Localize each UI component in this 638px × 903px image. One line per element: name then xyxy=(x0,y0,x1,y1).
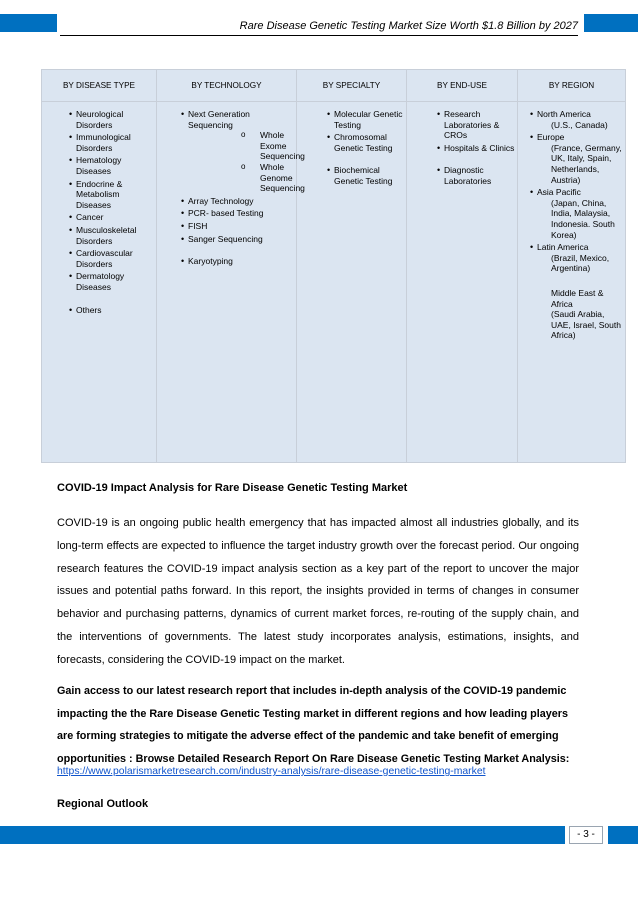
page-number: - 3 - xyxy=(569,826,603,844)
list-item: • Endocrine & Metabolism Diseases xyxy=(44,179,154,211)
region-name: North America xyxy=(537,109,591,119)
region-name: Middle East & Africa xyxy=(551,287,604,309)
region-detail: (France, Germany, UK, Italy, Spain, Netherlands, Austria) xyxy=(551,142,622,185)
column-header-technology: BY TECHNOLOGY xyxy=(157,70,297,102)
region-name: Europe xyxy=(537,132,565,143)
list-item: • Chromosomal Genetic Testing xyxy=(299,132,404,153)
column-header-end-use: BY END-USE xyxy=(407,70,518,102)
sub-list-item: o Whole Genome Sequencing xyxy=(238,162,294,194)
list-item xyxy=(520,242,623,274)
covid-paragraph: COVID-19 is an ongoing public health emergency that has impacted almost all industries globally, and its long-term effects are expected to influence the target industry growth over the forecast period. Our ongoing research features the COVID-19 impact analysis section as a key part of the report to uncover the major issues and potential paths forward. In this report, the insights provided in terms of changes in consumer behavior and purchasing patterns, dynamics of current market forces, re-routing of the supply chain, and the interventions of governments. The latest study incorporates analysis, estimations, insights, and forecasts, considering the COVID-19 impact on the market. xyxy=(57,517,579,666)
sub-list-item: o Whole Exome Sequencing xyxy=(238,130,294,162)
specialty-cell xyxy=(297,102,407,463)
list-item: • Cardiovascular Disorders xyxy=(44,248,154,269)
footer-accent-bar-left xyxy=(0,826,565,844)
list-item: • Biochemical Genetic Testing xyxy=(299,165,404,186)
column-header-specialty: BY SPECIALTY xyxy=(297,70,407,102)
ngs-label: Next Generation Sequencing xyxy=(188,109,250,130)
header-accent-bar-left xyxy=(0,14,57,32)
header-accent-bar-right xyxy=(584,14,638,32)
list-item: • Sanger Sequencing xyxy=(159,234,294,245)
list-item: • Hematology Diseases xyxy=(44,155,154,176)
list-item: • Diagnostic Laboratories xyxy=(409,165,515,186)
list-item: • Cancer xyxy=(44,212,154,223)
region-cell xyxy=(518,102,626,463)
region-detail: (U.S., Canada) xyxy=(551,119,608,130)
list-item: • Neurological Disorders xyxy=(44,109,154,130)
list-item xyxy=(520,132,623,185)
list-item: • Hospitals & Clinics xyxy=(409,143,515,154)
column-header-disease-type: BY DISEASE TYPE xyxy=(42,70,157,102)
list-item: • Research Laboratories & CROs xyxy=(409,109,515,141)
list-item xyxy=(520,288,623,341)
list-item: • Others xyxy=(44,305,154,316)
region-detail: (Japan, China, India, Malaysia, Indonesia. South Korea) xyxy=(551,197,615,240)
list-item xyxy=(520,187,623,240)
list-item: • FISH xyxy=(159,221,294,232)
table-row xyxy=(42,102,626,463)
list-item: • Molecular Genetic Testing xyxy=(299,109,404,130)
list-item xyxy=(520,109,623,130)
report-link[interactable]: https://www.polarismarketresearch.com/industry-analysis/rare-disease-genetic-testing-market xyxy=(57,766,486,777)
column-header-region: BY REGION xyxy=(518,70,626,102)
list-item: • Array Technology xyxy=(159,196,294,207)
disease-type-cell xyxy=(42,102,157,463)
list-item: • Dermatology Diseases xyxy=(44,271,154,292)
list-item: • Immunological Disorders xyxy=(44,132,154,153)
table-header-row xyxy=(42,70,626,102)
list-item xyxy=(159,109,305,194)
list-item: • PCR- based Testing xyxy=(159,208,294,219)
region-name: Asia Pacific xyxy=(537,187,581,198)
segmentation-table xyxy=(41,69,626,463)
list-item: • Musculoskeletal Disorders xyxy=(44,225,154,246)
region-detail: (Brazil, Mexico, Argentina) xyxy=(551,252,610,274)
research-cta-paragraph: Gain access to our latest research report that includes in-depth analysis of the COVID-19 pandemic impacting the the Rare Disease Genetic Testing market in different regions and how leading players are forming strategies to mitigate the adverse effect of the pandemic and take benefit of emerging opportunities : Browse Detailed Research Report On Rare Disease Genetic Testing Market Analysis: xyxy=(57,685,570,765)
list-item: • Karyotyping xyxy=(159,256,294,267)
region-name: Latin America xyxy=(537,242,589,253)
header-rule xyxy=(60,35,578,36)
footer-accent-bar-right xyxy=(608,826,638,844)
technology-cell xyxy=(157,102,305,463)
regional-outlook-heading: Regional Outlook xyxy=(57,798,149,810)
end-use-cell xyxy=(407,102,518,463)
region-detail: (Saudi Arabia, UAE, Israel, South Africa) xyxy=(551,309,621,341)
page-header-title: Rare Disease Genetic Testing Market Size Worth $1.8 Billion by 2027 xyxy=(239,20,578,32)
covid-heading: COVID-19 Impact Analysis for Rare Disease Genetic Testing Market xyxy=(57,482,408,494)
